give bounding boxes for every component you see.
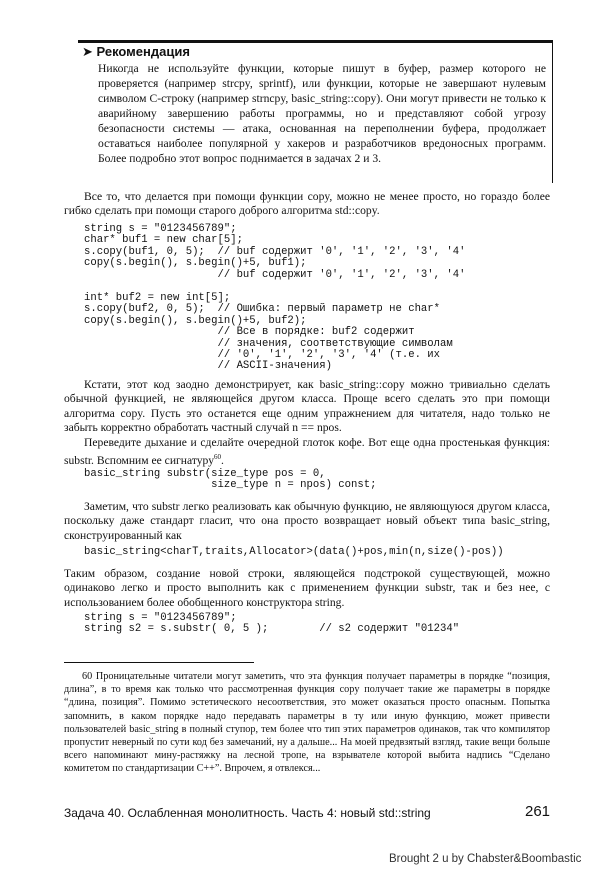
code-block-copy-int: int* buf2 = new int[5]; s.copy(buf2, 0, 5); // Ошибка: первый параметр не char* copy(s.begin(), s.begin()+5, buf2); // Все в порядке: buf2 содержит // значения, соответствующие символам // '0', '1', '2', '3', '4' (т.е. их // ASCII-значения) (84, 292, 453, 373)
recommendation-text: Никогда не используйте функции, которые пишут в буфер, размер которого не проверяется (например strcpy, sprintf), или функции, которые не завершают нулевым символом C-строку (например strncpy, basic_string::copy). Они могут привести не только к аварийному завершению работы программы, но и представляют собой угрозу безопасности системы — атака, основанная на переполнении буфера, продолжает оставаться наиболее популярной у хакеров и разработчиков вредоносных программ. Более подробно этот вопрос поднимается в задачах 2 и 3. (98, 62, 546, 165)
code-block-substr-usage: string s = "0123456789"; string s2 = s.substr( 0, 5 ); // s2 содержит "01234" (84, 612, 460, 636)
code-block-basic-string: basic_string<charT,traits,Allocator>(data()+pos,min(n,size()-pos)) (84, 546, 504, 558)
footnote-rule (64, 662, 254, 663)
footnote-60: 60 Проницательные читатели могут заметить, что эта функция получает параметры в порядке “позиция, длина”, в то время как только что рассмотренная функция copy получает такие же параметры в порядке “длина, позиция”. Помимо эстетического несоответствия, это может оказаться просто опасным. Попытка запомнить, в каком порядке надо передавать параметры в ту или иную функцию, может привести пользователей basic_string в полный ступор, тем более что тип этих параметров одинаков, так что компилятор пропустит неверный по сути код без замечаний, ну а дальше... На моей предвзятый взгляд, такие вещи больше всего напоминают мину-растяжку на лесной тропе, на взрывателе которой выбита надпись “Сделано комитетом по стандартизации C++”. Впрочем, я отвлекся... (64, 671, 550, 775)
recommendation-title: ➤ Рекомендация (82, 44, 190, 59)
paragraph-substr-conclusion: Таким образом, создание новой строки, являющейся подстрокой существующей, можно одинаково легко и просто выполнить как с применением функции substr, так и без нее, с использованием более обобщенного конструктора string. (64, 567, 550, 609)
credit-line: Brought 2 u by Chabster&Boombastic (389, 853, 582, 865)
footnote-ref: 60 (214, 453, 221, 462)
code-block-copy: string s = "0123456789"; char* buf1 = new char[5]; s.copy(buf1, 0, 5); // buf содержит '0', '1', '2', '3', '4' copy(s.begin(), s.begin()+5, buf1); // buf содержит '0', '1', '2', '3', '4' (84, 223, 466, 281)
paragraph-copy-intro: Все то, что делается при помощи функции copy, можно не менее просто, но гораздо более гибко сделать при помощи старого доброго алгоритма std::copy. (64, 190, 550, 218)
paragraph-substr-end: . (221, 454, 224, 468)
paragraph-substr-intro (64, 436, 550, 469)
page-footer-title: Задача 40. Ослабленная монолитность. Часть 4: новый std::string (64, 806, 431, 820)
code-block-substr-signature: basic_string substr(size_type pos = 0, size_type n = npos) const; (84, 468, 377, 492)
page-number: 261 (525, 803, 551, 820)
paragraph-substr-text: Переведите дыхание и сделайте очередной глоток кофе. Вот еще одна простенькая функция: substr. Вспомним ее сигнатуру (64, 436, 550, 468)
paragraph-copy-note: Кстати, этот код заодно демонстрирует, как basic_string::copy можно тривиально сделать обычной функцией, не являющейся другом класса. Проще всего сделать это при помощи алгоритма copy. Пусть это останется еще одним упражнением для читателя, надо только не забыть корректно обработать частный случай n == npos. (64, 378, 550, 435)
paragraph-substr-note: Заметим, что substr легко реализовать как обычную функцию, не являющуюся другом класса, поскольку даже стандарт гласит, что она просто возвращает новый объект типа basic_string, сконструированный как (64, 500, 550, 542)
